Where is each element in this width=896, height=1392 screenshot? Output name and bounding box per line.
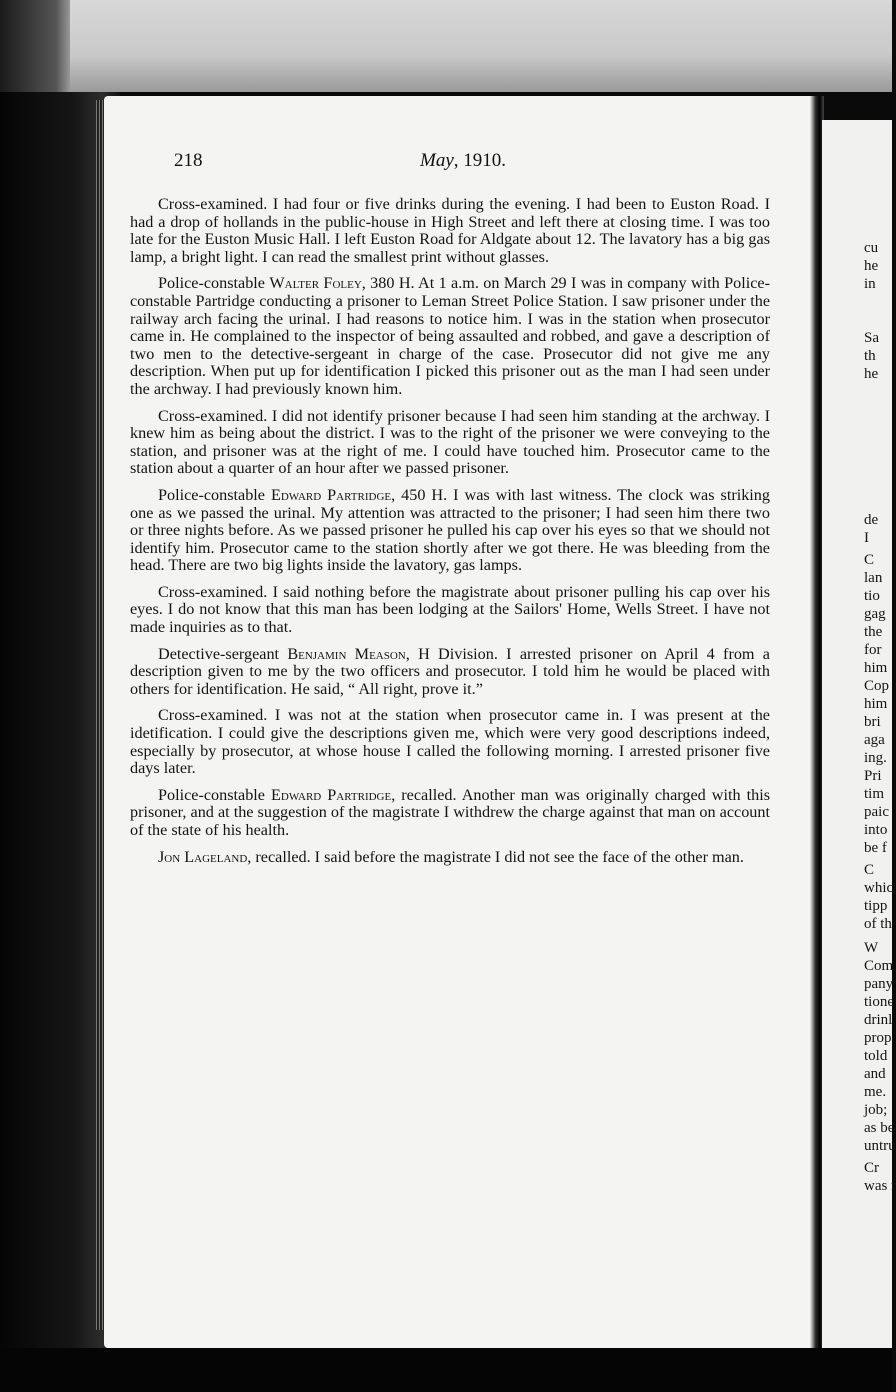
right-page-text-fragment: was r (864, 1178, 896, 1194)
right-page-text-fragment: Pri (864, 768, 882, 784)
right-page-text-fragment: paic (864, 804, 889, 820)
right-page-text-fragment: W (864, 940, 879, 956)
witness-name: Edward Partridge (271, 785, 392, 804)
running-head-month: May (420, 150, 454, 171)
paragraph-text: , 380 H. At 1 a.m. on March 29 I was in company with Police-constable Partridge conducting a prisoner to Leman Street Police Station. I saw prisoner under the railway arch facing the urinal. I had reasons to notice him. I was in the station when prosecutor came in. He complained to the inspector of being assaulted and robbed, and gave a description of two men to the detective-sergeant in charge of the case. Prosecutor did not give me any description. When put up for identification I picked this prisoner out as the man I had seen under the archway. I had previously known him. (130, 274, 770, 398)
right-page-text-fragment: me. (864, 1084, 887, 1100)
right-page-text-fragment: pany (864, 976, 894, 992)
right-page-text-fragment: C (864, 552, 875, 568)
scanner-background-bottom (0, 1348, 892, 1392)
right-page-text-fragment: C (864, 862, 875, 878)
right-page-text-fragment: as be (864, 1120, 895, 1136)
running-head (420, 150, 506, 172)
right-page-text-fragment: lan (864, 570, 883, 586)
right-page-text-fragment: tione (864, 994, 894, 1010)
right-page-text-fragment: tim (864, 786, 885, 802)
right-page-text-fragment: Sa (864, 330, 879, 346)
paragraph-text: Cross-examined. I was not at the station when prosecutor came in. I was present at the idetification. I could give the descriptions given me, which were very good descriptions indeed, especially by prosecutor, at whose house I called the following morning. I arrested prisoner five days later. (130, 706, 770, 778)
right-page-text-fragment: untru (864, 1138, 896, 1154)
scanner-shadow (0, 0, 70, 92)
scanner-background-top (0, 0, 892, 92)
paragraph-text: Detective-sergeant (158, 644, 288, 663)
right-page-text-fragment: Cr (864, 1160, 879, 1176)
paragraph (130, 487, 770, 575)
right-page-text-fragment: drinl (864, 1012, 893, 1028)
paragraph-text: Cross-examined. I had four or five drinks during the evening. I had been to Euston Road. I had a drop of hollands in the public-house in High Street and left there at closing time. I was too late for the Euston Music Hall. I left Euston Road for Aldgate about 12. The lavatory has a big gas lamp, a bright light. I can read the smallest print without glasses. (130, 195, 770, 266)
page-number: 218 (174, 150, 203, 171)
witness-name: Walter Foley (269, 274, 362, 293)
paragraph (130, 646, 770, 699)
right-page-text-fragment: whic (864, 880, 894, 896)
right-page-text-fragment: he (864, 366, 879, 382)
right-page-text-fragment: prop (864, 1030, 892, 1046)
right-page-text-fragment: de (864, 512, 879, 528)
right-page-text-fragment: him (864, 660, 888, 676)
right-page-text-fragment: I (864, 530, 869, 546)
paragraph-text: , recalled. Another man was originally charged with this prisoner, and at the suggestion of the magistrate I withdrew the charge against that man on account of the state of his health. (130, 785, 771, 839)
right-page-text-fragment: into (864, 822, 888, 838)
witness-name: Edward Partridge (270, 485, 392, 504)
paragraph-text: Cross-examined. I said nothing before the magistrate about prisoner pulling his cap over his eyes. I do not know that this man has been lodging at the Sailors' Home, Wells Street. I have not made inquiries as to that. (130, 582, 770, 637)
witness-name: Jon Lageland (158, 847, 248, 866)
page-body (130, 196, 770, 875)
right-page-text-fragment: cu (864, 240, 879, 256)
paragraph (130, 849, 770, 867)
running-head-year: , 1910. (453, 150, 507, 171)
right-page-text-fragment: tipp (864, 898, 888, 914)
paragraph-text: , 450 H. I was with last witness. The clock was striking one as we passed the urinal. My attention was attracted to the prisoner; I had seen him there two or three nights before. As we passed prisoner he pulled his cap over his eyes so that we should not identify him. Prosecutor came to the station shortly after we got there. He was bleeding from the head. There are two big lights inside the lavatory, gas lamps. (130, 485, 770, 575)
right-page-text-fragment: for (864, 642, 882, 658)
right-page-text-fragment: in (864, 276, 876, 292)
right-page-text-fragment: be f (864, 840, 887, 856)
right-page-text-fragment: he (864, 258, 879, 274)
paragraph-text: , recalled. I said before the magistrate I did not see the face of the other man. (247, 847, 744, 866)
right-page-text-fragment: the (864, 624, 883, 640)
paragraph (130, 584, 770, 637)
witness-name: Benjamin Meason (287, 644, 406, 663)
paragraph (130, 408, 770, 478)
right-page-text-fragment: th (864, 348, 876, 364)
right-page-text-fragment: told (864, 1048, 888, 1064)
right-page-text-fragment: bri (864, 714, 881, 730)
right-page-text-fragment: gag (864, 606, 886, 622)
right-page-text-fragment: job; (864, 1102, 888, 1118)
right-page-text-fragment: of th (864, 916, 892, 932)
right-page-text-fragment: aga (864, 732, 885, 748)
right-page-text-fragment: and (864, 1066, 886, 1082)
page-edges (96, 100, 104, 1330)
paragraph-text: Cross-examined. I did not identify prisoner because I had seen him standing at the archway. I knew him as being about the district. I was to the right of the prisoner we were conveying to the station, and prisoner was at the right of me. I could have touched him. Prosecutor came to the station about a quarter of an hour after we passed prisoner. (130, 406, 770, 478)
paragraph-text: , H Division. I arrested prisoner on April 4 from a description given to me by the two officers and prosecutor. I told him he would be placed with others for identification. He said, “ All right, prove it.” (130, 644, 770, 698)
right-page (822, 120, 896, 1365)
right-page-text-fragment: ing. (864, 750, 887, 766)
right-page-text-fragment: him (864, 696, 888, 712)
right-page-text-fragment: Cop (864, 678, 890, 694)
paragraph-text: Police-constable (158, 485, 271, 504)
right-page-text-fragment: Com (864, 958, 894, 974)
page-header (174, 150, 774, 180)
paragraph-text: Police-constable (158, 785, 272, 804)
right-page-text-fragment: tio (864, 588, 880, 604)
paragraph (130, 275, 770, 398)
paragraph (130, 707, 770, 777)
paragraph (130, 787, 770, 840)
paragraph (130, 196, 770, 266)
paragraph-text: Police-constable (158, 274, 270, 293)
